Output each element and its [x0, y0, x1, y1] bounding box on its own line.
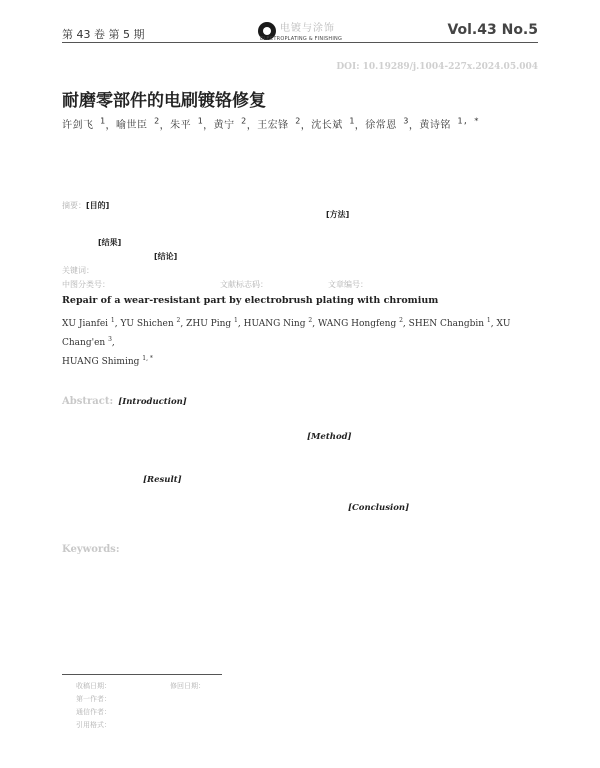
author-list: 许剑飞 $^1$，喻世臣 $^2$，朱平 $^1$，黄宁 $^2$，王宏锋 $^2$，沈长斌 $^1$，徐常恩 $^3$，黄诗铭 $^{1, *}$ [62, 116, 480, 132]
author-affiliation: 2 [241, 116, 247, 126]
author-name: 朱平 [170, 120, 192, 132]
author [419, 116, 480, 132]
author-name: XU Chang'en [62, 319, 511, 348]
abstract-cn-purpose: [目的] [86, 201, 110, 210]
author [62, 357, 153, 367]
footnote-first-author: 第一作者： [76, 695, 111, 703]
abstract-en-method: [Method] [307, 432, 352, 442]
author [62, 116, 106, 132]
logo-en-text: ELECTROPLATING & FINISHING [260, 36, 343, 42]
abstract-en-start [62, 389, 187, 408]
author-affiliation: 2 [295, 116, 301, 126]
author-affiliation: 1 [349, 116, 355, 126]
author [213, 116, 247, 132]
abstract-en-result: [Result] [143, 475, 182, 485]
abstract-cn-start [62, 193, 109, 212]
author-name: SHEN Changbin [408, 319, 485, 329]
author-name: 黄诗铭 [419, 120, 451, 132]
abstract-en-introduction: [Introduction] [118, 397, 187, 407]
author-name: XU Jianfei [62, 319, 109, 329]
keywords-en: Keywords: [62, 544, 120, 555]
author-name: YU Shichen [120, 319, 174, 329]
keywords-cn: 关键词： [62, 266, 94, 275]
author [311, 116, 355, 132]
author-name: 许剑飞 [62, 120, 94, 132]
author-affiliation: 2 [176, 317, 181, 324]
author-name: ZHU Ping [186, 319, 232, 329]
author-affiliation: 2 [154, 116, 160, 126]
english-title: Repair of a wear-resistant part by electrobrush plating with chromium [62, 295, 439, 306]
author-affiliation: 1, * [457, 116, 480, 126]
author [170, 116, 204, 132]
author-affiliation: 1 [234, 317, 238, 324]
author [409, 319, 491, 329]
abstract-cn-method: [方法] [326, 210, 350, 219]
author-name: WANG Hongfeng [317, 319, 397, 329]
english-author-line: XU Jianfei $^1$, YU Shichen $^2$, ZHU Ping $^1$, HUANG Ning $^2$, WANG Hongfeng $^2$, SHEN Changbin $^1$, XU Chang'en $^3$, [62, 317, 511, 348]
footnote-divider [62, 674, 222, 675]
author [365, 116, 409, 132]
author-affiliation: 1 [100, 116, 106, 126]
author-name: 徐常恩 [365, 120, 397, 132]
author-affiliation: 1 [197, 116, 204, 126]
author-name: 王宏锋 [257, 120, 289, 132]
author [186, 319, 238, 329]
author [257, 116, 301, 132]
author-affiliation: 3 [108, 336, 112, 343]
author [244, 319, 313, 329]
author [318, 319, 403, 329]
english-author-list [62, 313, 540, 370]
footnote-revised: 修回日期： [170, 682, 205, 690]
abstract-en-conclusion: [Conclusion] [348, 503, 410, 513]
author-name: HUANG Ning [243, 319, 306, 329]
doi[interactable]: DOI: 10.19289/j.1004-227x.2024.05.004 [336, 62, 538, 72]
abstract-cn-result: [结果] [98, 238, 122, 247]
journal-volume: Vol.43 No.5 [447, 22, 538, 38]
journal-issue: 第 43 卷 第 5 期 [62, 28, 145, 41]
document-code: 文献标志码： [220, 280, 268, 289]
author [120, 319, 180, 329]
author [62, 319, 115, 329]
author-name: 黄宁 [213, 120, 235, 132]
author-name: 喻世臣 [116, 120, 148, 132]
author [116, 116, 160, 132]
author-affiliation: 3 [403, 116, 409, 126]
abstract-cn-conclusion: [结论] [154, 252, 178, 261]
author-affiliation: 1, * [142, 355, 153, 362]
classification-number: 中图分类号： [62, 280, 110, 289]
author-name: 沈长斌 [311, 120, 343, 132]
header-divider [62, 42, 538, 43]
author-affiliation: 2 [399, 317, 403, 324]
article-number: 文章编号： [328, 280, 368, 289]
footnote-received: 收稿日期： [76, 682, 111, 690]
logo-cn-text: 电镀与涂饰 [280, 23, 335, 34]
author-affiliation: 2 [308, 317, 313, 324]
author-affiliation: 1 [486, 317, 491, 324]
author-name: HUANG Shiming [62, 357, 140, 367]
author-affiliation: 1 [110, 317, 115, 324]
english-author-line [62, 351, 540, 370]
page-title: 耐磨零部件的电刷镀铬修复 [62, 91, 266, 111]
abstract-cn-label: 摘要： [62, 201, 86, 210]
footnote-citation: 引用格式： [76, 721, 111, 729]
abstract-en-label: Abstract: [62, 396, 114, 407]
footnote-corresponding: 通信作者： [76, 708, 111, 716]
